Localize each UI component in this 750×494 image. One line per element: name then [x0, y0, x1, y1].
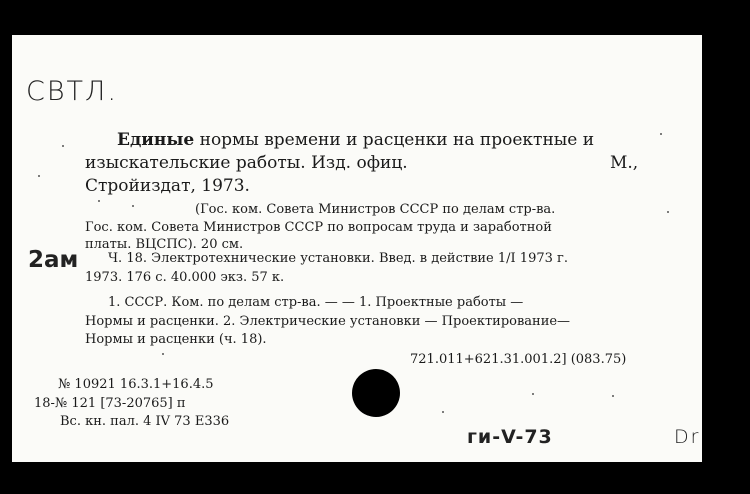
handwritten-bottom-note: ги-V-73 — [467, 426, 553, 448]
subject-line-1: 1. СССР. Ком. по делам стр-ва. — — 1. Проектные работы — — [108, 295, 524, 310]
handwritten-corner-note: Dr — [674, 426, 701, 448]
org-line-1: (Гос. ком. Совета Министров СССР по делам стр-ва. — [195, 202, 556, 217]
card-code: СВТЛ. — [26, 76, 118, 107]
speck — [660, 133, 662, 135]
classification-code: 721.011+621.31.001.2] (083.75) — [410, 352, 627, 367]
title-rest: нормы времени и расценки на проектные и — [194, 130, 595, 150]
speck — [532, 393, 534, 395]
subject-line-2: Нормы и расценки. 2. Электрические установки — Проектирование— — [85, 314, 571, 329]
handwritten-mark: 2ам — [28, 247, 79, 273]
subject-line-3: Нормы и расценки (ч. 18). — [85, 332, 267, 347]
title-line-1 — [117, 132, 594, 149]
org-line-2: Гос. ком. Совета Министров СССР по вопросам труда и заработной — [85, 220, 552, 235]
speck — [132, 205, 134, 207]
speck — [667, 211, 669, 213]
speck — [442, 411, 444, 413]
speck — [162, 353, 164, 355]
title-bold: Единые — [117, 130, 195, 150]
publisher-line: Стройиздат, 1973. — [85, 176, 250, 196]
card-punch-hole — [352, 369, 400, 417]
title-city: М., — [610, 153, 639, 173]
speck — [62, 145, 64, 147]
part-line-1: Ч. 18. Электротехнические установки. Введ. в действие 1/I 1973 г. — [108, 251, 568, 266]
part-line-2: 1973. 176 с. 40.000 экз. 57 к. — [85, 270, 285, 285]
speck — [98, 200, 100, 202]
speck — [612, 395, 614, 397]
catalog-card — [12, 35, 702, 462]
record-line-1: № 10921 16.3.1+16.4.5 — [58, 377, 214, 392]
record-line-3: Вс. кн. пал. 4 IV 73 Е336 — [60, 414, 230, 429]
speck — [38, 175, 40, 177]
title-line-2: изыскательские работы. Изд. офиц. — [85, 153, 408, 173]
org-line-3: платы. ВЦСПС). 20 см. — [85, 237, 244, 252]
record-line-2: 18-№ 121 [73-20765] п — [34, 396, 186, 411]
